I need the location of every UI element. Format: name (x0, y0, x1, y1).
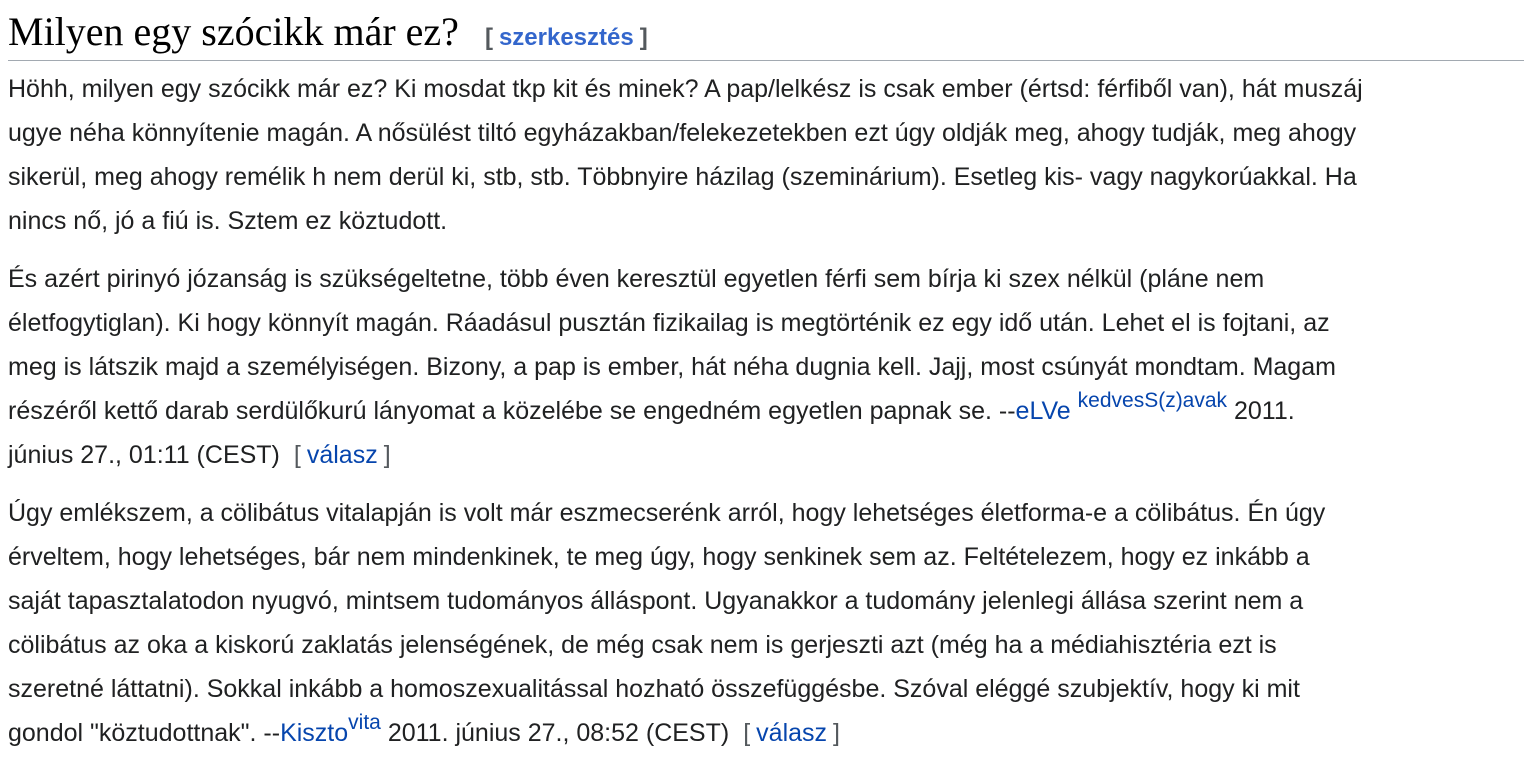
user-talk-link-elve[interactable]: kedvesS(z)avak (1077, 389, 1228, 412)
text-fragment: gondol "köztudottnak". -- (8, 719, 281, 747)
text-line: És azért pirinyó józanság is szükségeltetne, több éven keresztül egyetlen férfi sem bírja ki szex nélkül (pláne nem (8, 265, 1265, 293)
text-line: szeretné láttatni). Sokkal inkább a homoszexualitással hozható összefüggésbe. Szóval eléggé szubjektív, hogy ki mit (8, 675, 1300, 703)
timestamp: 2011. június 27., 08:52 (CEST) (387, 719, 730, 747)
reply-bracket-open: [ (293, 441, 301, 469)
timestamp: 2011. (1234, 397, 1295, 425)
edit-section-link[interactable]: szerkesztés (498, 24, 634, 51)
text-line: nincs nő, jó a fiú is. Sztem ez köztudott. (8, 207, 448, 235)
reply-bracket-close: ] (383, 441, 391, 469)
comment-paragraph-2 (8, 257, 1524, 477)
user-talk-link-kiszto[interactable]: vita (348, 711, 381, 734)
reply-control (743, 719, 840, 747)
talk-section (8, 0, 1524, 755)
text-fragment: részéről kettő darab serdülőkurú lányomat a közelébe se engedném egyetlen papnak se. -- (8, 397, 1016, 425)
text-line: Höhh, milyen egy szócikk már ez? Ki mosdat tkp kit és minek? A pap/lelkész is csak ember (értsd: férfiből van), hát muszáj (8, 75, 1363, 103)
text-line: életfogytiglan). Ki hogy könnyít magán. Ráadásul pusztán fizikailag is megtörténik ez egy idő után. Lehet el is fojtani, az (8, 309, 1330, 337)
edit-bracket-close: ] (639, 24, 648, 51)
text-line: ugye néha könnyítenie magán. A nősülést tiltó egyházakban/felekezetekben ezt úgy oldják meg, ahogy tudják, meg ahogy (8, 119, 1357, 147)
reply-bracket-close: ] (833, 719, 840, 747)
section-title: Milyen egy szócikk már ez? (8, 9, 459, 54)
text-line: érveltem, hogy lehetséges, bár nem mindenkinek, te meg úgy, hogy senkinek sem az. Feltételezem, hogy ez inkább a (8, 543, 1310, 571)
text-line (8, 433, 1524, 477)
text-line: Úgy emlékszem, a cölibátus vitalapján is volt már eszmecserénk arról, hogy lehetséges életforma-e a cölibátus. Én úgy (8, 499, 1326, 527)
timestamp: június 27., 01:11 (CEST) (8, 441, 280, 469)
reply-bracket-open: [ (743, 719, 751, 747)
reply-link[interactable]: válasz (756, 719, 828, 747)
text-line: sikerül, meg ahogy remélik h nem derül ki, stb, stb. Többnyire házilag (szeminárium). Esetleg kis- vagy nagykorúakkal. Ha (8, 163, 1357, 191)
comment-paragraph-3 (8, 491, 1524, 755)
user-link-elve[interactable]: eLVe (1015, 397, 1071, 425)
text-line: cölibátus az oka a kiskorú zaklatás jelenségének, de még csak nem is gerjeszti azt (még ha a médiahisztéria ezt is (8, 631, 1277, 659)
text-line (8, 389, 1524, 433)
reply-control (294, 441, 391, 469)
section-heading (8, 0, 1524, 61)
comment-paragraph-1 (8, 67, 1524, 243)
edit-section (485, 24, 648, 52)
text-line: meg is látszik majd a személyiségen. Bizony, a pap is ember, hát néha dugnia kell. Jajj, most csúnyát mondtam. Magam (8, 353, 1336, 381)
edit-bracket-open: [ (484, 24, 493, 51)
text-line: saját tapasztalatodon nyugvó, mintsem tudományos álláspont. Ugyanakkor a tudomány jelenlegi állása szerint nem a (8, 587, 1304, 615)
text-line (8, 711, 1524, 755)
reply-link[interactable]: válasz (306, 441, 378, 469)
user-link-kiszto[interactable]: Kiszto (280, 719, 349, 747)
